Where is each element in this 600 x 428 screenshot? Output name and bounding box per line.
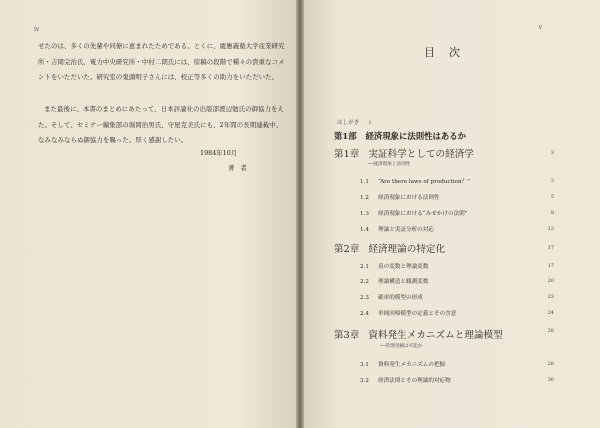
preface-page: i [369, 120, 371, 126]
toc-section [360, 293, 423, 301]
chapter-number: 第3章 [334, 330, 360, 341]
section-page: 17 [547, 263, 554, 269]
section-number: 2.4 [360, 311, 369, 317]
toc-title: 目次 [424, 46, 474, 59]
section-title: 理論構造と観測変数 [378, 279, 429, 285]
section-page: 30 [547, 377, 554, 383]
chapter-title: 資料発生メカニズムと理論模型 [368, 330, 503, 341]
left-page [0, 0, 298, 428]
toc-chapter-2 [334, 241, 445, 255]
toc-chapter-1 [334, 146, 474, 160]
toc-section [360, 277, 428, 285]
chapter-page: 17 [547, 245, 554, 251]
toc-section [360, 360, 445, 368]
section-page: 5 [550, 194, 554, 200]
section-title: 真の変数と理論変数 [378, 264, 429, 270]
toc-section [360, 193, 440, 201]
chapter-subtitle: ──経済現象と法則性 [368, 162, 411, 167]
chapter-page: 28 [547, 328, 554, 334]
preface-author: 著者 [228, 164, 253, 172]
section-page: 3 [550, 178, 554, 184]
section-number: 1.2 [360, 195, 369, 201]
toc-section [360, 376, 451, 384]
left-page-number: iv [34, 26, 40, 33]
section-title: “Are there laws of production？” [378, 179, 471, 185]
section-number: 2.2 [360, 279, 369, 285]
section-number: 3.1 [360, 362, 369, 368]
section-title: 経済現象における法則性 [378, 195, 440, 201]
toc-section [360, 177, 470, 185]
section-title: 確率的模型の形成 [378, 295, 423, 301]
chapter-subtitle: ──管理実験は可能か [380, 344, 423, 349]
section-number: 1.3 [360, 211, 369, 217]
section-title: 理論と実証分析の対応 [378, 227, 434, 233]
preface-label: はしがき [337, 120, 360, 126]
section-title: 経済法則とその理論的対応物 [378, 378, 451, 384]
book-gutter [296, 0, 304, 428]
section-title: 単純回帰模型の定義とその含意 [378, 311, 457, 317]
section-number: 2.1 [360, 264, 369, 270]
toc-section [360, 225, 434, 233]
section-number: 2.3 [360, 295, 369, 301]
section-page: 24 [547, 310, 554, 316]
toc-section [360, 309, 456, 317]
chapter-title: 実証科学としての経済学 [368, 149, 474, 160]
section-title: 経済現象における“みせかけの法則” [378, 211, 468, 217]
toc-preface [337, 118, 371, 126]
section-number: 3.2 [360, 378, 369, 384]
toc-part-1 [334, 130, 466, 142]
toc-section [360, 209, 468, 217]
section-title: 資料発生メカニズムの把握 [378, 362, 446, 368]
acknowledgement-paragraph-1: せたのは、多くの先輩や同僚に恵まれたためである。とくに、慶應義塾大学産業研究所・吉岡完治氏、電力中央研究所・中村二朗氏には、原稿の段階で種々の貴重なコメントをいただいた。研究室の鬼頭明子さんには、校正等多くの助力をいただいた。 [38, 42, 285, 82]
section-page: 23 [547, 294, 554, 300]
preface-date: 1984年10月 [200, 149, 238, 157]
chapter-number: 第1章 [334, 149, 360, 160]
section-page: 13 [547, 226, 554, 232]
chapter-page: 3 [550, 150, 554, 156]
section-number: 1.1 [360, 179, 369, 185]
toc-chapter-3 [334, 327, 503, 341]
toc-section [360, 262, 428, 270]
section-number: 1.4 [360, 227, 369, 233]
section-page: 20 [547, 278, 554, 284]
right-page-number: v [538, 24, 542, 31]
chapter-number: 第2章 [334, 244, 360, 255]
part-label: 第1部 [334, 131, 357, 141]
chapter-title: 経済理論の特定化 [368, 244, 446, 255]
part-title: 経済現象に法則性はあるか [365, 131, 466, 141]
section-page: 8 [550, 210, 554, 216]
section-page: 28 [547, 361, 554, 367]
acknowledgement-paragraph-2: また最後に、本書のまとめにあたって、日本評論社の出版部渡辺勉氏の御協力をえた。そして、セミナー編集部の堀岡治男氏、守屋克美氏にも、2年間の長期連載中、なみなみならぬ御協力を賜った。厚く感謝したい。 [38, 105, 285, 145]
